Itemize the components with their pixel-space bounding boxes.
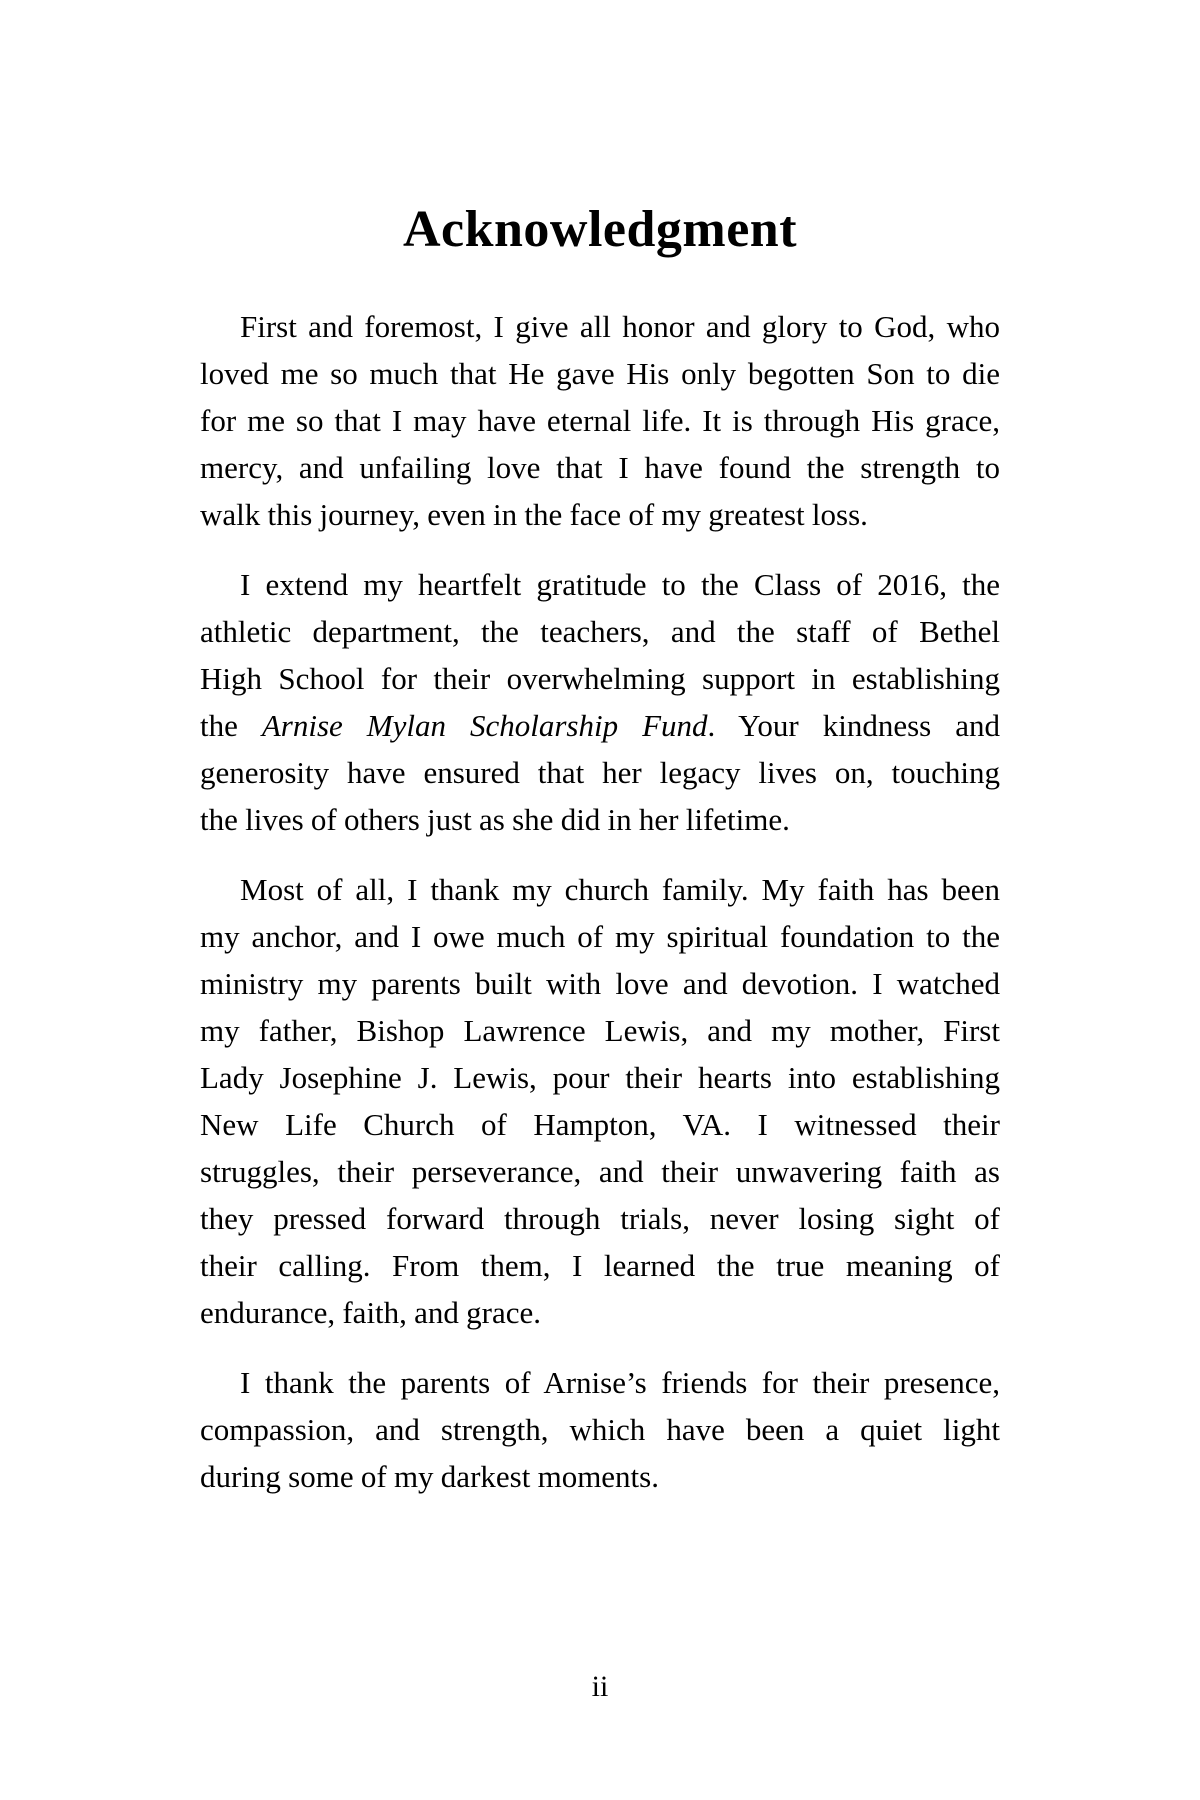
body-line (200, 749, 1000, 796)
text-run: I extend my heartfelt gratitude to the Class of 2016, the (240, 567, 1000, 602)
body-line (200, 1406, 1000, 1453)
body-line (200, 350, 1000, 397)
text-run: ministry my parents built with love and devotion. I watched (200, 966, 1000, 1001)
text-run: compassion, and strength, which have been a quiet light (200, 1412, 1000, 1447)
text-run: Lady Josephine J. Lewis, pour their hearts into establishing (200, 1060, 1000, 1095)
page-number: ii (591, 1670, 609, 1703)
paragraph (200, 561, 1000, 843)
body-line (200, 655, 1000, 702)
text-run: First and foremost, I give all honor and glory to God, who (240, 309, 1000, 344)
page-title: Acknowledgment (402, 201, 798, 258)
body-line (200, 1242, 1000, 1289)
text-run: the lives of others just as she did in her lifetime. (200, 802, 790, 837)
body-line (200, 561, 1000, 608)
text-run: New Life Church of Hampton, VA. I witnessed their (200, 1107, 1000, 1142)
text-run: athletic department, the teachers, and the staff of Bethel (200, 614, 1000, 649)
body-text (200, 303, 1000, 1500)
text-run: generosity have ensured that her legacy lives on, touching (200, 755, 1000, 790)
text-run: mercy, and unfailing love that I have found the strength to (200, 450, 1000, 485)
text-run: the (200, 708, 262, 743)
text-run: during some of my darkest moments. (200, 1459, 659, 1494)
text-run: for me so that I may have eternal life. It is through His grace, (200, 403, 1000, 438)
body-line (200, 1054, 1000, 1101)
body-line (200, 1453, 1000, 1500)
body-line (200, 397, 1000, 444)
body-line (200, 1359, 1000, 1406)
paragraph (200, 866, 1000, 1336)
text-run: High School for their overwhelming support in establishing (200, 661, 1000, 696)
text-run: my anchor, and I owe much of my spiritual foundation to the (200, 919, 1000, 954)
text-run: Most of all, I thank my church family. My faith has been (240, 872, 1000, 907)
body-line (200, 1007, 1000, 1054)
body-line (200, 913, 1000, 960)
text-run: struggles, their perseverance, and their unwavering faith as (200, 1154, 1000, 1189)
italic-text: Arnise Mylan Scholarship Fund (261, 708, 708, 743)
body-line (200, 608, 1000, 655)
body-line (200, 1101, 1000, 1148)
body-line (200, 491, 1000, 538)
text-run: my father, Bishop Lawrence Lewis, and my mother, First (200, 1013, 1000, 1048)
text-run: . Your kindness and (707, 708, 1000, 743)
body-line (200, 1289, 1000, 1336)
body-line (200, 866, 1000, 913)
body-line (200, 303, 1000, 350)
text-run: loved me so much that He gave His only begotten Son to die (200, 356, 1000, 391)
body-line (200, 1195, 1000, 1242)
text-run: their calling. From them, I learned the true meaning of (200, 1248, 1000, 1283)
paragraph (200, 303, 1000, 538)
text-run: walk this journey, even in the face of my greatest loss. (200, 497, 868, 532)
text-run: they pressed forward through trials, never losing sight of (200, 1201, 1000, 1236)
paragraph (200, 1359, 1000, 1500)
body-line (200, 444, 1000, 491)
text-run: endurance, faith, and grace. (200, 1295, 542, 1330)
body-line (200, 1148, 1000, 1195)
text-run: I thank the parents of Arnise’s friends for their presence, (240, 1365, 1000, 1400)
body-line (200, 960, 1000, 1007)
body-line (200, 796, 1000, 843)
body-line (200, 702, 1000, 749)
